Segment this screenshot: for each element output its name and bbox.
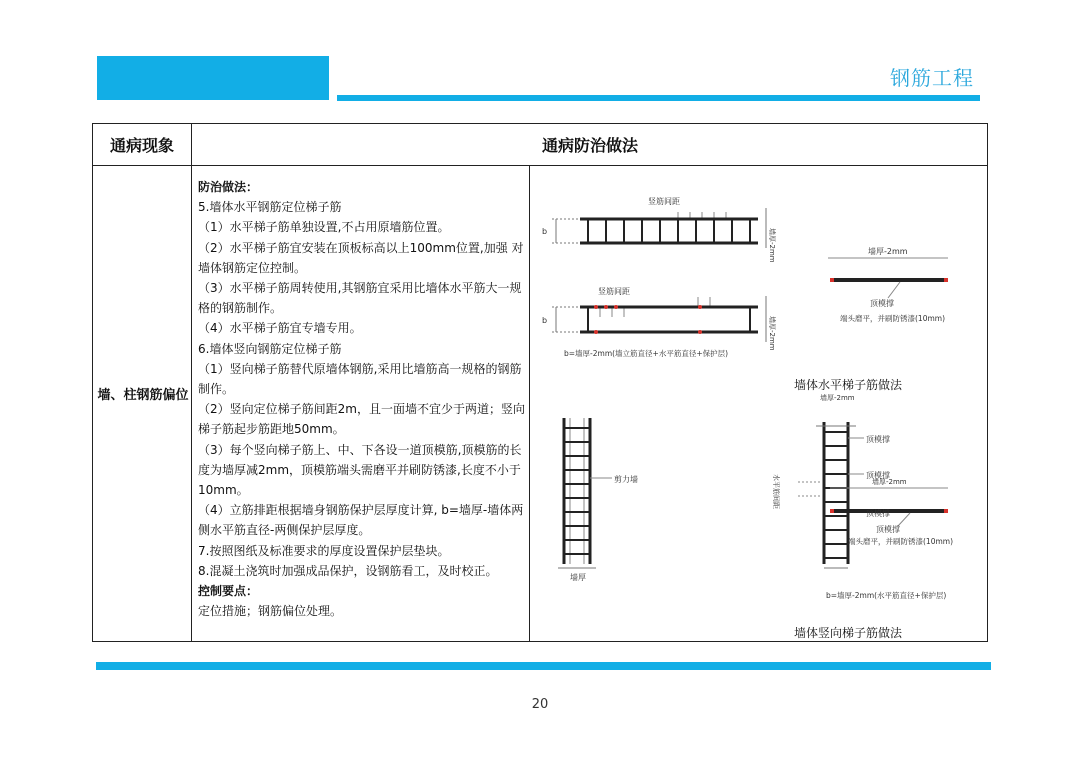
label-wall-thickness: 墙厚: [570, 573, 586, 582]
text-line: （1）水平梯子筋单独设置,不占用原墙筋位置。: [198, 220, 450, 235]
ladder-bar-drawing: [530, 166, 988, 642]
label-vertical-spacing: 竖筋间距: [598, 287, 630, 296]
page-number: 20: [531, 697, 549, 712]
label-horizontal-spacing: 水平筋间距: [772, 474, 780, 509]
text-line: 6.墙体竖向钢筋定位梯子筋: [198, 341, 342, 356]
top-support-bar-1: [828, 258, 948, 298]
label-shear-wall: 剪力墙: [614, 475, 638, 484]
header-rule: [337, 95, 980, 101]
label-top-support: 顶模撑: [876, 525, 900, 534]
vertical-ladder-right: [798, 422, 864, 568]
text-line: （2）水平梯子筋宜安装在顶板标高以上100mm位置,加强 对墙体钢筋定位控制。: [198, 240, 524, 275]
text-line: （4）立筋排距根据墙身钢筋保护层厚度计算, b=墙厚-墙体两侧水平筋直径-两侧保护层厚度。: [198, 503, 524, 538]
text-line: 控制要点：: [198, 584, 259, 599]
row-label: 墙、柱钢筋偏位: [97, 388, 189, 403]
column-header-prevention: 通病防治做法: [541, 136, 638, 155]
text-line: （2）竖向定位梯子筋间距2m，且一面墙不宜少于两道；竖向梯子筋起步筋距地50mm。: [198, 402, 525, 437]
label-wall-minus-2mm: 墙厚-2mm: [820, 394, 855, 402]
label-end-note: 端头磨平，并刷防锈漆(10mm): [840, 314, 946, 323]
horizontal-ladder-top: [552, 208, 766, 248]
label-top-support: 顶模撑: [866, 471, 890, 480]
column-divider: [191, 124, 192, 641]
caption-vertical-ladder: 墙体竖向梯子筋做法: [794, 626, 903, 640]
label-wall-minus-2mm: 墙厚-2mm: [768, 316, 776, 351]
prevention-text: [198, 177, 526, 621]
label-wall-minus-2mm: 墙厚-2mm: [872, 478, 907, 486]
label-top-support: 顶模撑: [866, 435, 890, 444]
text-line: 8.混凝土浇筑时加强成品保护，设钢筋看工，及时校正。: [198, 563, 498, 578]
section-title: 钢筋工程: [890, 66, 974, 90]
ladder-end-dots: [594, 305, 702, 334]
label-end-note: 端头磨平，并刷防锈漆(10mm): [848, 537, 954, 546]
footer-rule: [96, 662, 991, 670]
header-accent-block: [97, 56, 329, 100]
caption-horizontal-ladder: 墙体水平梯子筋做法: [794, 378, 903, 392]
text-line: 5.墙体水平钢筋定位梯子筋: [198, 200, 342, 215]
ladder-bar-diagram: [530, 166, 988, 642]
text-line: （4）水平梯子筋宜专墙专用。: [198, 321, 362, 336]
vertical-ladder-left: [558, 418, 612, 568]
text-line: （3）每个竖向梯子筋上、中、下各设一道顶模筋,顶模筋的长度为墙厚减2mm，顶模筋端头需磨平并刷防锈漆,长度不小于10mm。: [198, 442, 522, 498]
label-top-support: 顶模撑: [870, 299, 894, 308]
label-b: b: [542, 316, 548, 325]
label-top-support: 顶模撑: [866, 509, 890, 518]
label-b: b: [542, 227, 548, 236]
text-line: 定位措施；钢筋偏位处理。: [198, 604, 343, 619]
label-vertical-spacing: 竖筋间距: [648, 197, 680, 206]
label-formula: b=墙厚-2mm(水平筋直径+保护层): [826, 591, 947, 600]
text-line: （3）水平梯子筋周转使用,其钢筋宜采用比墙体水平筋大一规格的钢筋制作。: [198, 281, 522, 316]
text-line: （1）竖向梯子筋替代原墙体钢筋,采用比墙筋高一规格的钢筋制作。: [198, 361, 522, 397]
text-line: 防治做法：: [198, 180, 259, 194]
text-line: 7.按照图纸及标准要求的厚度设置保护层垫块。: [198, 543, 450, 558]
column-header-phenomenon: 通病现象: [109, 136, 174, 155]
label-wall-minus-2mm: 墙厚-2mm: [868, 247, 908, 256]
label-formula: b=墙厚-2mm(墙立筋直径+水平筋直径+保护层): [564, 349, 729, 358]
label-wall-minus-2mm: 墙厚-2mm: [768, 228, 776, 263]
defect-table: [92, 123, 988, 642]
